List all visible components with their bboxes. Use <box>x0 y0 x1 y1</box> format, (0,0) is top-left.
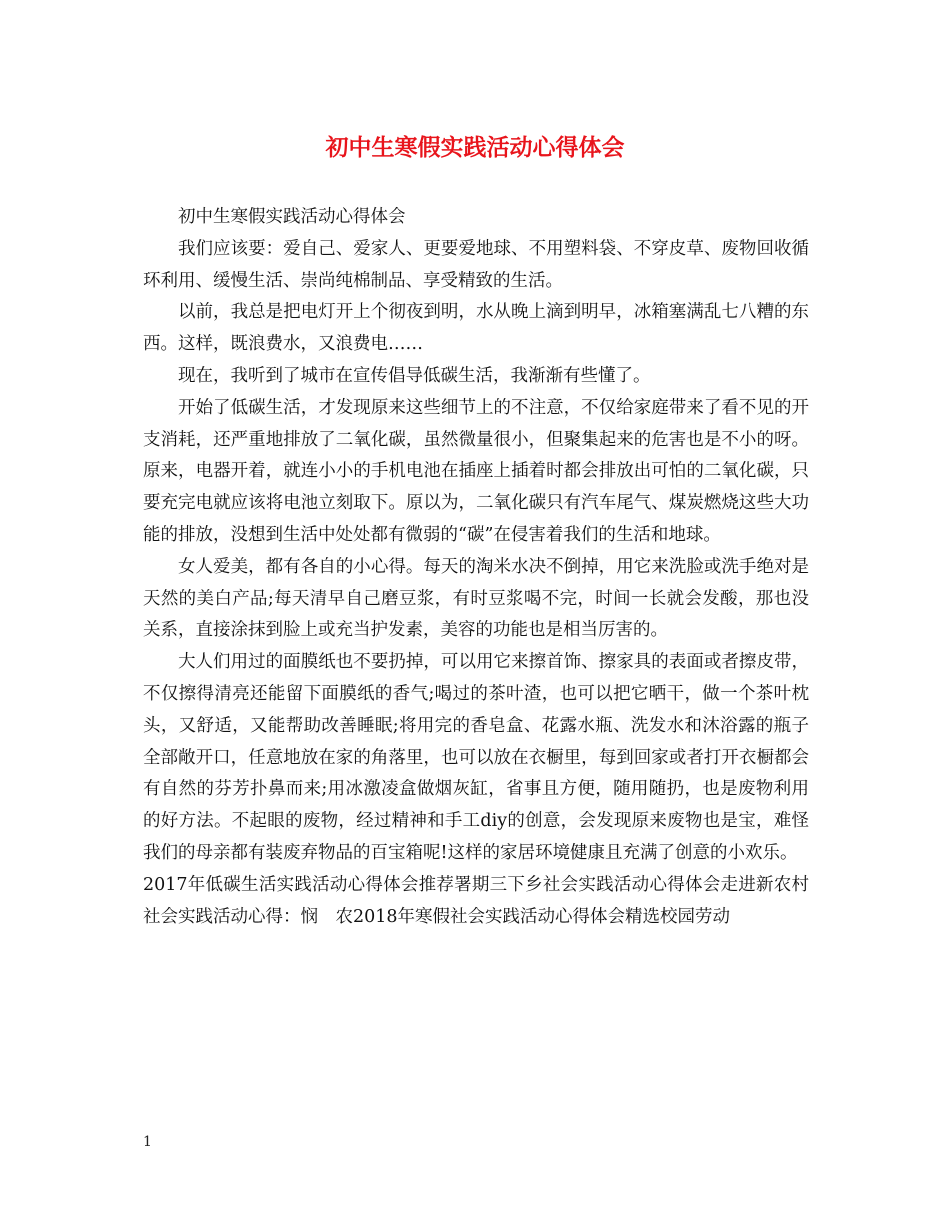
body-paragraph: 大人们用过的面膜纸也不要扔掉，可以用它来擦首饰、擦家具的表面或者擦皮带，不仅擦得清亮还能留下面膜纸的香气;喝过的茶叶渣，也可以把它晒干，做一个茶叶枕头，又舒适，又能帮助改善睡眠;将用完的香皂盒、花露水瓶、洗发水和沐浴露的瓶子全部敞开口，任意地放在家的角落里，也可以放在衣橱里，每到回家或者打开衣橱都会有自然的芬芳扑鼻而来;用冰激凌盒做烟灰缸，省事且方便，随用随扔，也是废物利用的好方法。不起眼的废物，经过精神和手工diy的创意，会发现原来废物也是宝，难怪我们的母亲都有装废弃物品的百宝箱呢!这样的家居环境健康且充满了创意的小欢乐。 <box>143 652 809 863</box>
body-paragraph: 我们应该要：爱自己、爱家人、更要爱地球、不用塑料袋、不穿皮草、废物回收循环利用、缓慢生活、崇尚纯棉制品、享受精致的生活。 <box>143 238 809 291</box>
body-paragraph: 现在，我听到了城市在宣传倡导低碳生活，我渐渐有些懂了。 <box>178 365 651 386</box>
body-paragraph: 女人爱美，都有各自的小心得。每天的淘米水决不倒掉，用它来洗脸或洗手绝对是天然的美白产品;每天清早自己磨豆浆，有时豆浆喝不完，时间一长就会发酸，那也没关系，直接涂抹到脸上或充当护发素，美容的功能也是相当厉害的。 <box>143 556 809 641</box>
document-body <box>143 202 809 933</box>
subtitle-paragraph: 初中生寒假实践活动心得体会 <box>178 207 406 227</box>
related-links-paragraph: 2017年低碳生活实践活动心得体会推荐署期三下乡社会实践活动心得体会走进新农村社会实践活动心得：悯 农2018年寒假社会实践活动心得体会精选校园劳动 <box>143 874 809 927</box>
page-number: 1 <box>143 1134 152 1150</box>
body-paragraph: 以前，我总是把电灯开上个彻夜到明，水从晚上滴到明早，冰箱塞满乱七八糟的东西。这样，既浪费水，又浪费电…… <box>143 302 809 355</box>
document-title: 初中生寒假实践活动心得体会 <box>325 134 625 161</box>
body-paragraph: 开始了低碳生活，才发现原来这些细节上的不注意，不仅给家庭带来了看不见的开支消耗，还严重地排放了二氧化碳，虽然微量很小，但聚集起来的危害也是不小的呀。原来，电器开着，就连小小的手机电池在插座上插着时都会排放出可怕的二氧化碳，只要充完电就应该将电池立刻取下。原以为，二氧化碳只有汽车尾气、煤炭燃烧这些大功能的排放，没想到生活中处处都有微弱的“碳”在侵害着我们的生活和地球。 <box>143 397 809 545</box>
